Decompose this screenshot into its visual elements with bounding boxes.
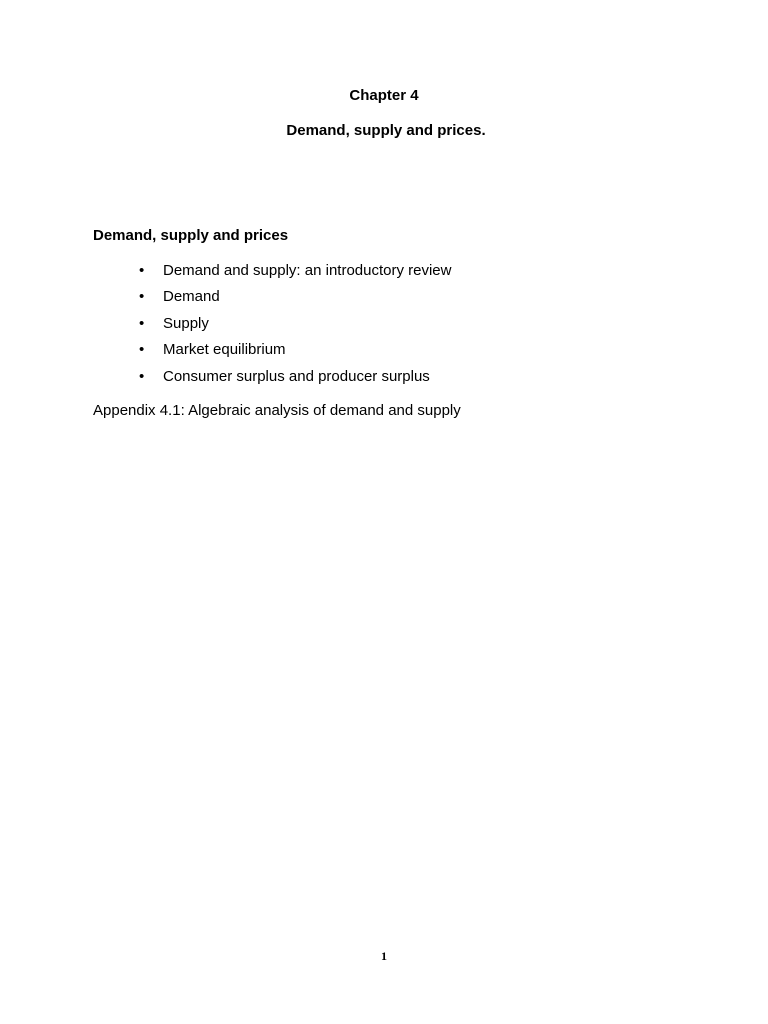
list-item-label: Supply xyxy=(163,314,209,332)
bullet-icon: • xyxy=(139,367,145,385)
bullet-icon: • xyxy=(139,288,145,306)
bullet-icon: • xyxy=(139,314,145,332)
page-number: 1 xyxy=(381,949,387,963)
section-heading: Demand, supply and prices xyxy=(93,227,289,244)
list-item-label: Demand and supply: an introductory review xyxy=(163,262,452,279)
list-item-label: Demand xyxy=(163,288,220,306)
list-item-label: Consumer surplus and producer surplus xyxy=(163,367,430,385)
bullet-icon: • xyxy=(139,341,145,359)
chapter-title: Demand, supply and prices. xyxy=(286,122,486,139)
list-item-label: Market equilibrium xyxy=(163,341,286,359)
appendix-line: Appendix 4.1: Algebraic analysis of demand and supply xyxy=(93,402,461,419)
bullet-icon: • xyxy=(139,262,145,279)
chapter-label: Chapter 4 xyxy=(349,87,419,104)
